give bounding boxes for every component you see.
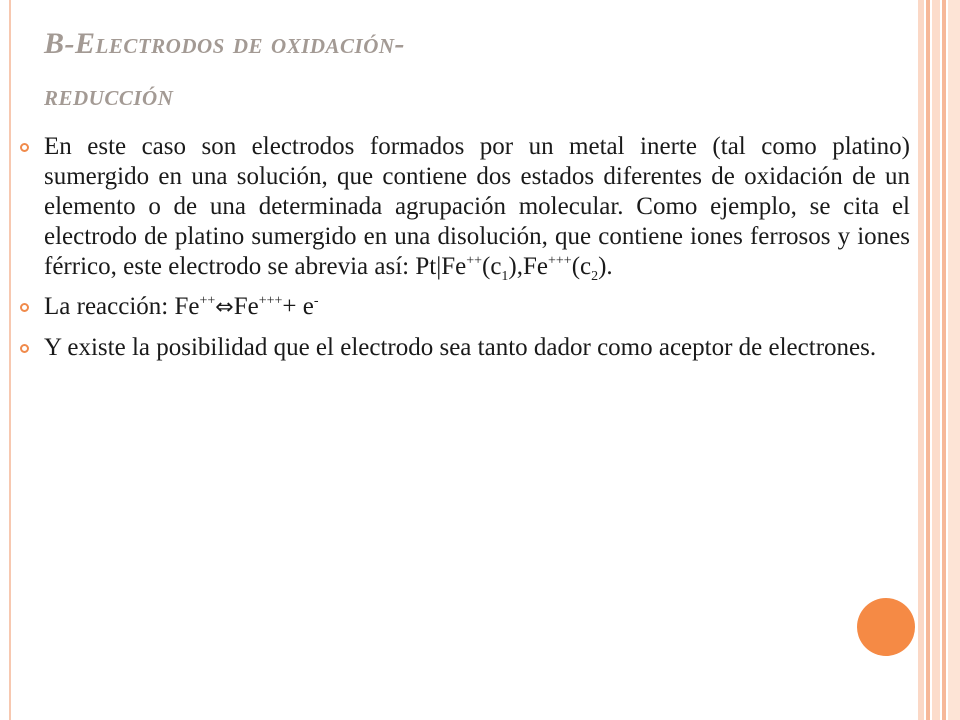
title-line-2: reducción xyxy=(44,79,174,112)
title-line-1: B-Electrodos de oxidación- xyxy=(44,27,406,60)
bullet-ring-icon xyxy=(20,303,29,312)
list-item xyxy=(20,132,910,282)
slide-title xyxy=(44,18,904,122)
double-arrow-icon: ⇔ xyxy=(215,295,234,320)
right-stripe xyxy=(932,0,940,720)
bullet-text: En este caso son electrodos formados por un metal inerte (tal como platino) sumergido en una solución, que contiene dos estados diferentes de oxidación de un elemento o de una determinada agrupación molecular. Como ejemplo, se cita el electrodo de platino sumergido en una disolución, que contiene iones ferrosos y iones férrico, este electrodo se abrevia así: xyxy=(44,133,910,280)
notation-part: (c xyxy=(571,253,592,280)
right-stripe xyxy=(942,0,946,720)
superscript: +++ xyxy=(548,253,572,269)
reaction-prefix: La reacción: Fe xyxy=(44,293,200,320)
notation-part: ). xyxy=(598,253,613,280)
reaction-mid: Fe xyxy=(233,293,259,320)
notation-part: ),Fe xyxy=(508,253,548,280)
subscript: 2 xyxy=(591,269,599,284)
bullet-text: Y existe la posibilidad que el electrodo sea tanto dador como aceptor de electrones. xyxy=(44,334,877,361)
left-border-line xyxy=(9,0,11,720)
reaction-tail: + e xyxy=(282,293,314,320)
right-stripe xyxy=(926,0,930,720)
list-item xyxy=(20,292,910,323)
decorative-circle xyxy=(857,598,915,656)
superscript: ++ xyxy=(199,293,216,309)
bullet-list xyxy=(20,132,910,373)
superscript: ++ xyxy=(466,253,482,269)
list-item xyxy=(20,333,910,363)
notation-part: (c xyxy=(482,253,502,280)
bullet-ring-icon xyxy=(20,344,29,353)
right-stripe xyxy=(948,0,960,720)
subscript: 1 xyxy=(501,269,509,284)
superscript: - xyxy=(313,293,319,309)
right-stripe xyxy=(918,0,924,720)
superscript: +++ xyxy=(258,293,283,309)
notation-pt-fe: Pt|Fe xyxy=(415,253,467,280)
bullet-ring-icon xyxy=(20,143,29,152)
